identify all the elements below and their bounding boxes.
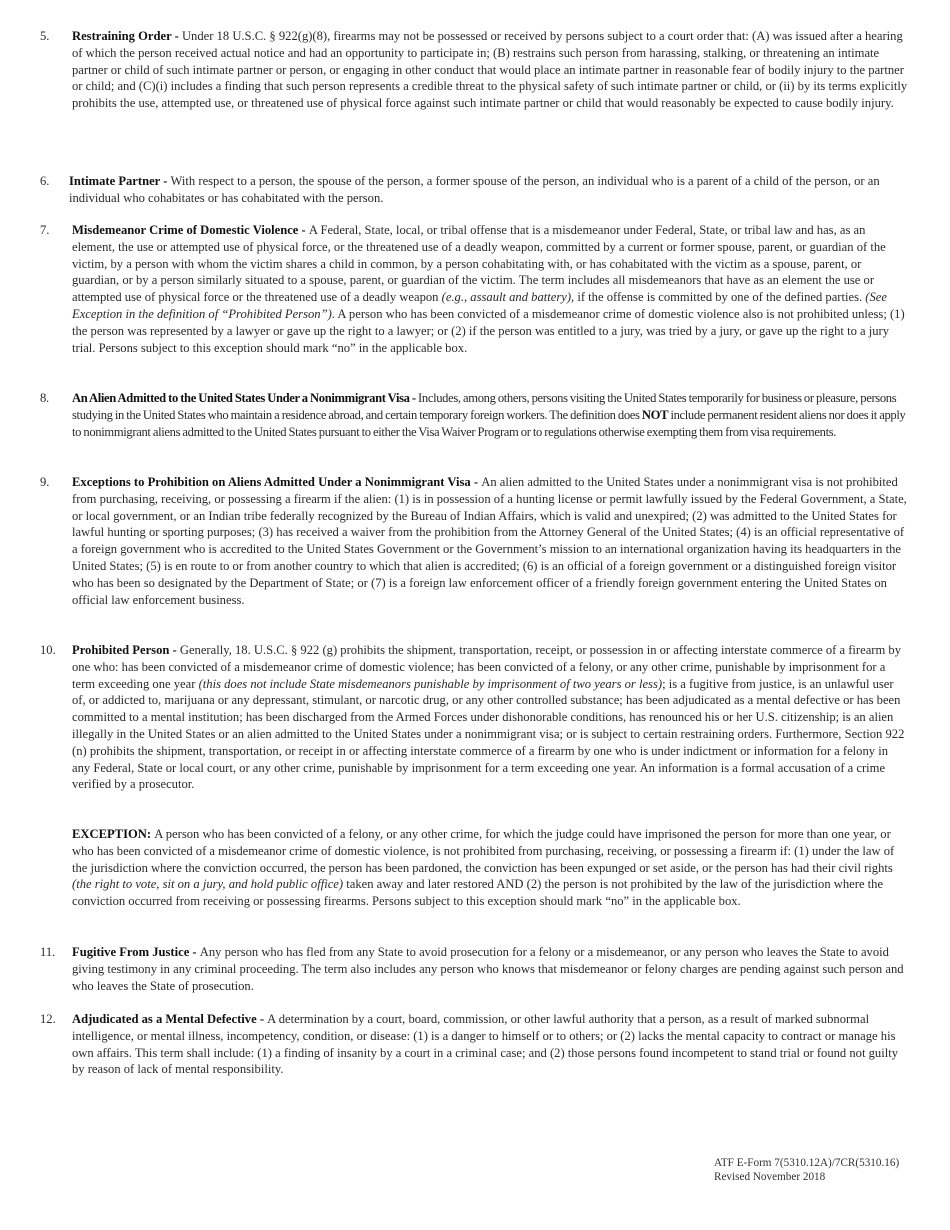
item-term: Fugitive From Justice - xyxy=(72,945,200,959)
definition-misdemeanor-domestic-violence xyxy=(40,222,908,356)
exception-text: A person who has been convicted of a felony, or any other crime, for which the judge could have imprisoned the person for more than one year, or who has been convicted of a misdemeanor crime of domestic violence, is not prohibited from purchasing, receiving, or possessing a firearm if: (1) under the law of the jurisdiction where the conviction occurred, the person has been pardoned, the conviction has been expunged or set aside, or the person has had their civil rights xyxy=(72,827,895,875)
item-text xyxy=(69,173,908,207)
item-body-text: , if the offense is committed by one of the defined parties. xyxy=(571,290,866,305)
definition-restraining-order xyxy=(40,28,908,112)
item-italic-text: (See Exception in the definition of “Prohibited Person”) xyxy=(72,290,887,321)
item-number: 11. xyxy=(40,945,56,959)
item-body-text: ; is a fugitive from justice, is an unlawful user of, or addicted to, marijuana or any depressant, stimulant, or narcotic drug, or any other controlled substance; has been adjudicated as a mental defective or has been committed to a mental institution; has been discharged from the Armed Forces under dishonorable conditions, has renounced his or her U.S. citizenship; is an alien illegally in the United States or an alien admitted to the United States under a nonimmigrant visa; or is subject to certain restraining orders. Furthermore, Section 922 (n) prohibits the shipment, transportation, or receipt in or affecting interstate commerce of a firearm by one who is under indictment or information for a felony in any Federal, State or local court, or any other crime, punishable by imprisonment for a term exceeding one year. An information is a formal accusation of a crime verified by a prosecutor. xyxy=(72,676,905,792)
item-text xyxy=(72,222,908,356)
item-term: Prohibited Person - xyxy=(72,643,180,657)
item-number: 12. xyxy=(40,1012,56,1026)
definition-intimate-partner xyxy=(40,173,908,207)
item-text xyxy=(72,390,908,440)
item-italic-text: (e.g., assault and battery) xyxy=(441,290,572,305)
item-text xyxy=(72,1011,908,1078)
definition-mental-defective xyxy=(40,1011,908,1078)
item-body-text: Any person who has fled from any State to avoid prosecution for a felony or a misdemeanor, or any person who leaves the State to avoid giving testimony in any criminal proceeding. The term also includes any person who knows that misdemeanor or felony charges are pending against such person and who leaves the State of prosecution. xyxy=(72,945,904,993)
item-body-text: . A person who has been convicted of a misdemeanor crime of domestic violence also is not prohibited unless; (1) the person was represented by a lawyer or gave up the right to a lawyer; or (2) if the person was entitled to a jury, was tried by a jury, or gave up the right to a jury trial. Persons subject to this exception should mark “no” in the applicable box. xyxy=(72,306,905,355)
item-text xyxy=(72,944,908,994)
item-number: 6. xyxy=(40,174,50,188)
item-body-text: Under 18 U.S.C. § 922(g)(8), firearms may not be possessed or received by persons subject to a court order that: (A) was issued after a hearing of which the person received actual notice and had an opportunity to participate in; (B) restrains such person from harassing, stalking, or threatening an intimate partner or child of such intimate partner or person, or engaging in other conduct that would place an intimate partner in reasonable fear of bodily injury to the partner or child; and (C)(i) includes a finding that such person represents a credible threat to the physical safety of such intimate partner or child, or (ii) by its terms explicitly prohibits the use, attempted use, or threatened use of physical force against such intimate partner or child that would reasonably be expected to cause bodily injury. xyxy=(72,29,908,111)
item-term: Adjudicated as a Mental Defective - xyxy=(72,1012,268,1026)
form-footer xyxy=(714,1157,899,1184)
exception-label: EXCEPTION: xyxy=(72,827,155,841)
item-text xyxy=(72,28,908,112)
item-text xyxy=(72,474,908,608)
definition-visa-exceptions xyxy=(40,474,908,608)
item-body-text: A Federal, State, local, or tribal offense that is a misdemeanor under Federal, State, or tribal law and has, as an element, the use or attempted use of physical force, or the threatened use of a deadly weapon, committed by a current or former spouse, parent, or guardian of the victim, by a person with whom the victim shares a child in common, by a person cohabitating with, or has cohabitated with the victim as a spouse, parent, or guardian, or by a person similarly situated to a spouse, parent, or guardian of the victim. The term includes all misdemeanors that have as an element the use or attempted use of physical force or the threatened use of a deadly weapon xyxy=(72,223,886,305)
form-number: ATF E-Form 7(5310.12A)/7CR(5310.16) xyxy=(714,1157,900,1169)
item-text xyxy=(72,642,908,793)
item-number: 9. xyxy=(40,475,50,489)
item-term: Restraining Order - xyxy=(72,29,182,43)
item-body-text: include permanent resident aliens nor does it apply to nonimmigrant aliens admitted to the United States pursuant to either the Visa Waiver Program or to regulations otherwise exempting them from visa requirements. xyxy=(72,407,906,439)
item-number: 5. xyxy=(40,29,50,43)
item-term: Exceptions to Prohibition on Aliens Admitted Under a Nonimmigrant Visa - xyxy=(72,475,482,489)
item-body-text: An alien admitted to the United States under a nonimmigrant visa is not prohibited from purchasing, receiving, or possessing a firearm if the alien: (1) is in possession of a hunting license or permit lawfully issued by the Federal Government, a State, or local government, or an Indian tribe federally recognized by the Bureau of Indian Affairs, which is valid and unexpired; (2) was admitted to the United States for lawful hunting or sporting purposes; (3) has received a waiver from the prohibition from the Attorney General of the United States; (4) is an official representative of a foreign government who is accredited to the United States Government or the Government’s mission to an international organization having its headquarters in the United States; (5) is en route to or from another country to which that alien is accredited; (6) is an official of a foreign government or a distinguished foreign visitor who has been so designated by the Department of State; or (7) is a foreign law enforcement officer of a friendly foreign government entering the United States on official law enforcement business. xyxy=(72,475,907,607)
item-number: 10. xyxy=(40,643,56,657)
item-body-text: Generally, 18. U.S.C. § 922 (g) prohibits the shipment, transportation, receipt, or possession in or affecting interstate commerce of a firearm by one who: has been convicted of a misdemeanor crime of domestic violence; has been convicted of a felony, or any other crime, punishable by imprisonment for a term exceeding one year xyxy=(72,643,902,691)
exception-italic-text: (the right to vote, sit on a jury, and hold public office) xyxy=(72,877,344,892)
item-body-text: Includes, among others, persons visiting the United States temporarily for business or pleasure, persons studying in the United States who maintain a residence abroad, and certain temporary foreign workers. The definition does xyxy=(72,391,897,422)
item-italic-text: (this does not include State misdemeanors punishable by imprisonment of two years or less) xyxy=(198,676,663,691)
definition-alien-nonimmigrant-visa xyxy=(40,390,908,440)
definition-fugitive-from-justice xyxy=(40,944,908,994)
definition-prohibited-person xyxy=(40,642,908,793)
exception-text: taken away and later restored AND (2) the person is not prohibited by the law of the jurisdiction where the conviction occurred from receiving or possessing firearms. Persons subject to this exception should mark “no” in the applicable box. xyxy=(72,877,884,909)
item-emphasis: NOT xyxy=(641,407,669,422)
prohibited-person-exception xyxy=(72,826,908,910)
item-term: Misdemeanor Crime of Domestic Violence - xyxy=(72,223,309,237)
item-body-text: A determination by a court, board, commission, or other lawful authority that a person, as a result of marked subnormal intelligence, or mental illness, incompetency, condition, or disease: (1) is a danger to himself or to others; or (2) lacks the mental capacity to contract or manage his own affairs. This term shall include: (1) a finding of insanity by a court in a criminal case; and (2) those persons found incompetent to stand trial or found not guilty by reason of lack of mental responsibility. xyxy=(72,1012,898,1077)
item-term: Intimate Partner - xyxy=(69,174,171,188)
item-number: 8. xyxy=(40,391,49,405)
item-number: 7. xyxy=(40,223,50,237)
item-body-text: With respect to a person, the spouse of the person, a former spouse of the person, an individual who is a parent of a child of the person, or an individual who cohabitates or has cohabitated with the person. xyxy=(69,174,880,205)
revision-date: Revised November 2018 xyxy=(714,1170,826,1183)
item-term: An Alien Admitted to the United States Under a Nonimmigrant Visa - xyxy=(72,391,419,405)
